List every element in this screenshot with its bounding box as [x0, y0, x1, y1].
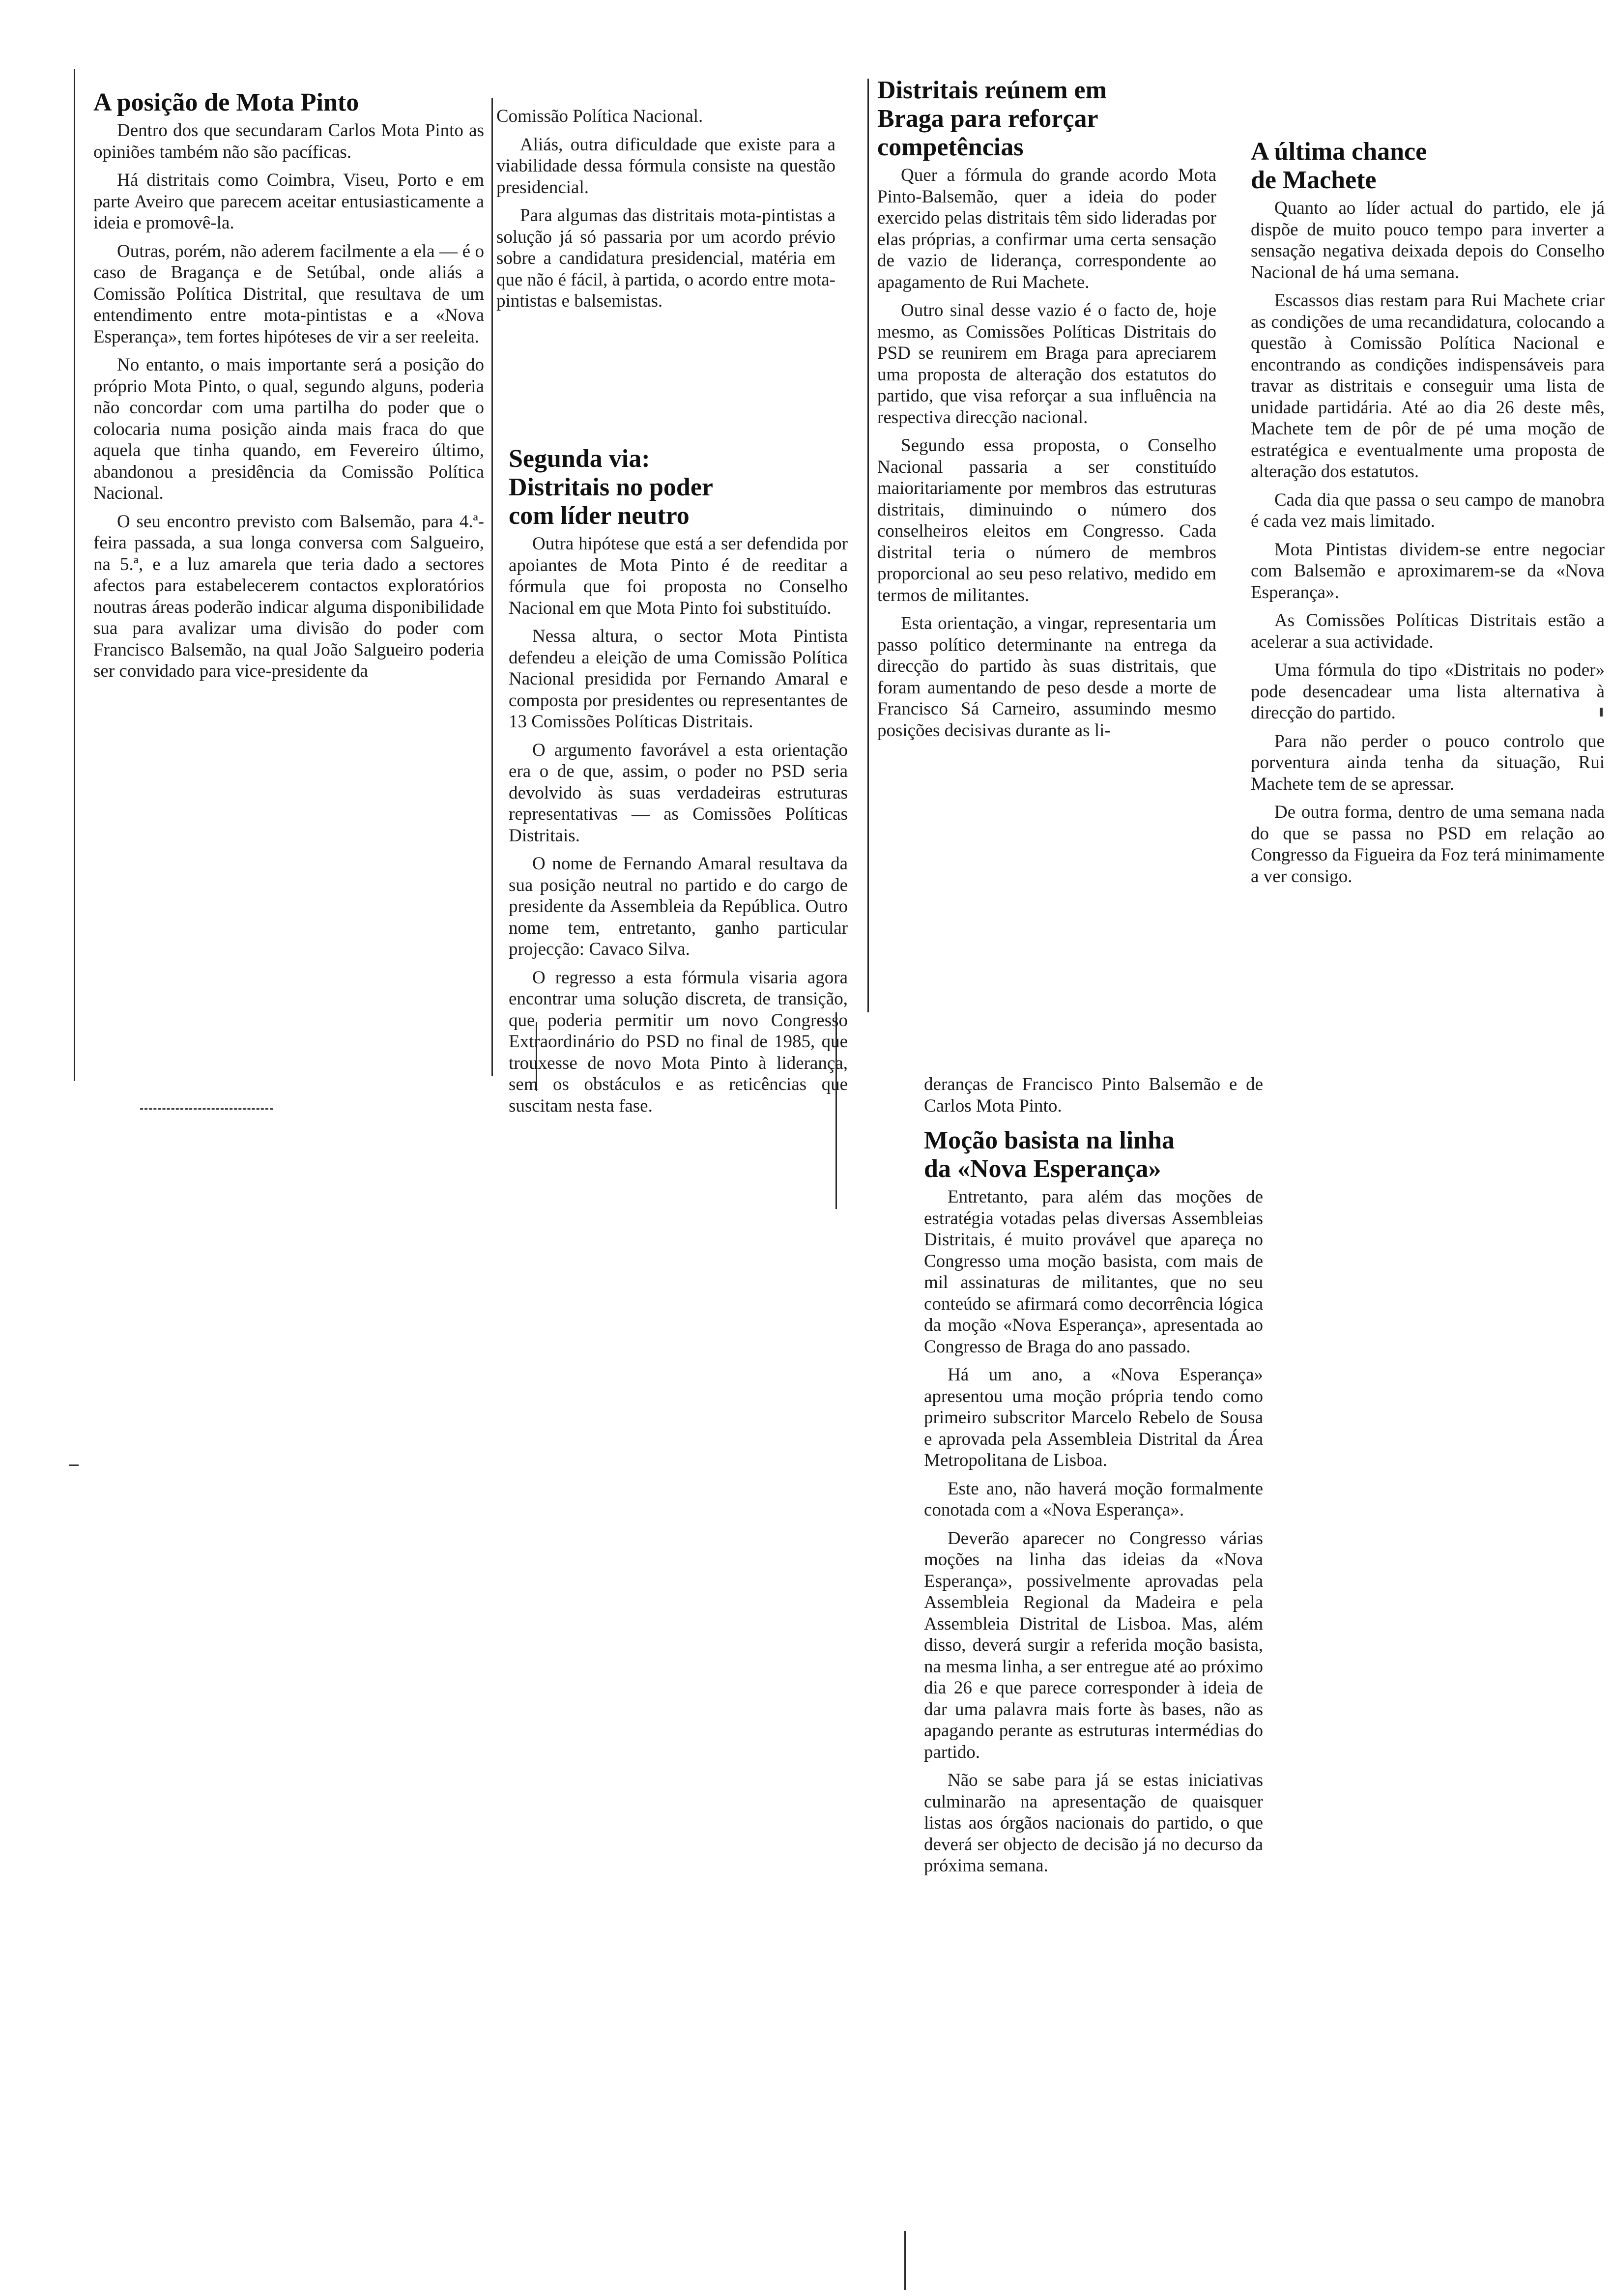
- heading-line: Braga para reforçar: [877, 105, 1098, 133]
- paragraph: Dentro dos que secundaram Carlos Mota Pinto as opiniões também não são pacíficas.: [93, 120, 484, 162]
- scan-mark: [69, 1464, 79, 1466]
- paragraph: O seu encontro previsto com Balsemão, para 4.ª-feira passada, a sua longa conversa com Salgueiro, na 5.ª, e a luz amarela que teria dado a sectores afectos para estabelecerem contactos exploratórios noutras áreas poderão indicar alguma disponibilidade sua para avalizar uma divisão do poder com Francisco Balsemão, na qual João Salgueiro poderia ser convidado para vice-presidente da: [93, 511, 484, 681]
- heading-line: Distritais reúnem em: [877, 76, 1107, 104]
- heading-line: Moção basista na linha: [924, 1126, 1175, 1154]
- column-mocao-basista: [924, 1074, 1263, 1884]
- paragraph: Esta orientação, a vingar, representaria um passo político determinante na entrega da direcção do partido às suas distritais, que foram aumentando de peso desde a morte de Francisco Sá Carneiro, assumindo mesmo posições decisivas durante as li-: [877, 613, 1216, 741]
- column-mota-pinto: [93, 88, 484, 689]
- paragraph: Escassos dias restam para Rui Machete criar as condições de uma recandidatura, colocando a questão à Comissão Política Nacional e encontrando as condições indispensáveis para travar as distritais e conseguir uma lista de unidade partidária. Até ao dia 26 deste mês, Machete tem de pôr de pé uma moção de estratégica e eventualmente uma proposta de alteração dos estatutos.: [1251, 290, 1605, 482]
- heading-ultima-chance: [1251, 138, 1605, 195]
- paragraph: Para algumas das distritais mota-pintistas a solução já só passaria por um acordo prévio sobre a candidatura presidencial, matéria em que não é fácil, à partida, o acordo entre mota-pintistas e balsemistas.: [496, 205, 835, 311]
- heading-line: com líder neutro: [509, 502, 690, 530]
- paragraph: Entretanto, para além das moções de estratégia votadas pelas diversas Assembleias Distritais, é muito provável que apareça no Congresso uma moção basista, com mais de mil assinaturas de militantes, que no seu conteúdo se afirmará como decorrência lógica da moção «Nova Esperança», apresentada ao Congresso de Braga do ano passado.: [924, 1187, 1263, 1357]
- paragraph: Outras, porém, não aderem facilmente a ela — é o caso de Bragança e de Setúbal, onde aliás a Comissão Política Distrital, que resultava de um entendimento entre mota-pintistas e a «Nova Esperança», tem fortes hipóteses de vir a ser reeleita.: [93, 241, 484, 347]
- column-continuation: [496, 106, 835, 319]
- heading-line: Distritais no poder: [509, 473, 713, 501]
- paragraph: Uma fórmula do tipo «Distritais no poder» pode desencadear uma lista alternativa à direcção do partido.: [1251, 660, 1605, 723]
- column-rule: [904, 2231, 906, 2290]
- heading-line: da «Nova Esperança»: [924, 1155, 1161, 1183]
- column-rule: [867, 79, 869, 1012]
- heading-line: competências: [877, 133, 1024, 161]
- paragraph: Quanto ao líder actual do partido, ele já dispõe de muito pouco tempo para inverter a sensação negativa deixada depois do Conselho Nacional de há uma semana.: [1251, 198, 1605, 283]
- paragraph: Este ano, não haverá moção formalmente conotada com a «Nova Esperança».: [924, 1478, 1263, 1520]
- paragraph: Mota Pintistas dividem-se entre negociar com Balsemão e aproximarem-se da «Nova Esperança».: [1251, 539, 1605, 603]
- paragraph: Comissão Política Nacional.: [496, 106, 703, 126]
- paragraph: De outra forma, dentro de uma semana nada do que se passa no PSD em relação ao Congresso da Figueira da Foz terá minimamente a ver consigo.: [1251, 802, 1605, 887]
- paragraph: Aliás, outra dificuldade que existe para a viabilidade dessa fórmula consiste na questão presidencial.: [496, 134, 835, 198]
- paragraph: Não se sabe para já se estas iniciativas culminarão na apresentação de quaisquer listas aos órgãos nacionais do partido, o que deverá ser objecto de decisão já no decurso da próxima semana.: [924, 1770, 1263, 1876]
- paragraph: O regresso a esta fórmula visaria agora encontrar uma solução discreta, de transição, que poderia permitir um novo Congresso Extraordinário do PSD no final de 1985, que trouxesse de novo Mota Pinto à liderança, sem os obstáculos e as reticências que suscitam nesta fase.: [509, 967, 848, 1116]
- paragraph: Outra hipótese que está a ser defendida por apoiantes de Mota Pinto é de reeditar a fórmula que foi proposta no Conselho Nacional em que Mota Pinto foi substituído.: [509, 534, 848, 618]
- heading-line: Segunda via:: [509, 445, 650, 473]
- paragraph: Para não perder o pouco controlo que porventura ainda tenha da situação, Rui Machete tem de se apressar.: [1251, 731, 1605, 794]
- paragraph: As Comissões Políticas Distritais estão a acelerar a sua actividade.: [1251, 610, 1605, 652]
- paragraph: Outro sinal desse vazio é o facto de, hoje mesmo, as Comissões Políticas Distritais do PSD se reunirem em Braga para apreciarem uma proposta de alteração dos estatutos do partido, que visa reforçar a sua influência na respectiva direcção nacional.: [877, 300, 1216, 428]
- paragraph: Há um ano, a «Nova Esperança» apresentou uma moção própria tendo como primeiro subscritor Marcelo Rebelo de Sousa e aprovada pela Assembleia Distrital da Área Metropolitana de Lisboa.: [924, 1365, 1263, 1470]
- paragraph: No entanto, o mais importante será a posição do próprio Mota Pinto, o qual, segundo alguns, poderia não concordar com uma partilha do poder que o colocaria numa posição ainda mais fraca do que aquela que tinha quando, em Fevereiro último, abandonou a presidência da Comissão Política Nacional.: [93, 355, 484, 503]
- paragraph: Cada dia que passa o seu campo de manobra é cada vez mais limitado.: [1251, 489, 1605, 531]
- heading-distritais-braga: [877, 76, 1216, 162]
- heading-segunda-via: [509, 445, 848, 530]
- paragraph: O argumento favorável a esta orientação era o de que, assim, o poder no PSD seria devolvido às suas verdadeiras estruturas representativas — as Comissões Políticas Distritais.: [509, 740, 848, 846]
- column-ultima-chance: [1251, 138, 1605, 894]
- paragraph: Quer a fórmula do grande acordo Mota Pinto-Balsemão, quer a ideia do poder exercido pelas distritais têm sido lideradas por elas próprias, a confirmar uma certa sensação de vazio de liderança, correspondente ao apagamento de Rui Machete.: [877, 165, 1216, 292]
- paragraph: Segundo essa proposta, o Conselho Nacional passaria a ser constituído maioritariamente por membros das estruturas distritais, diminuindo o número dos conselheiros eleitos em Congresso. Cada distrital teria o número de membros proporcional ao seu peso relativo, medido em termos de militantes.: [877, 435, 1216, 605]
- paragraph: O nome de Fernando Amaral resultava da sua posição neutral no partido e do cargo de presidente da Assembleia da República. Outro nome tem, entretanto, ganho particular projecção: Cavaco Silva.: [509, 854, 848, 959]
- heading-line: de Machete: [1251, 166, 1377, 194]
- paragraph: deranças de Francisco Pinto Balsemão e de Carlos Mota Pinto.: [924, 1074, 1263, 1116]
- paragraph: Deverão aparecer no Congresso várias moções na linha das ideias da «Nova Esperança», possivelmente aprovadas pela Assembleia Regional da Madeira e pela Assembleia Distrital de Lisboa. Mas, além disso, deverá surgir a referida moção basista, na mesma linha, a ser entregue até ao próximo dia 26 e que parece corresponder à ideia de dar uma palavra mais forte às bases, não as apagando perante as estruturas intermédias do partido.: [924, 1528, 1263, 1762]
- divider: [140, 1108, 273, 1110]
- column-segunda-via: [509, 445, 848, 1123]
- column-rule: [74, 69, 75, 1081]
- paragraph: Há distritais como Coimbra, Viseu, Porto e em parte Aveiro que parecem aceitar entusiasticamente a ideia e promovê-la.: [93, 170, 484, 233]
- heading-mota-pinto: A posição de Mota Pinto: [93, 88, 359, 116]
- paragraph: Nessa altura, o sector Mota Pintista defendeu a eleição de uma Comissão Política Nacional presidida por Fernando Amaral e composta por presidentes ou representantes de 13 Comissões Políticas Distritais.: [509, 626, 848, 732]
- heading-mocao-basista: [924, 1126, 1263, 1183]
- column-distritais-braga: [877, 76, 1216, 748]
- heading-line: A última chance: [1251, 138, 1427, 166]
- column-rule: [491, 98, 493, 1076]
